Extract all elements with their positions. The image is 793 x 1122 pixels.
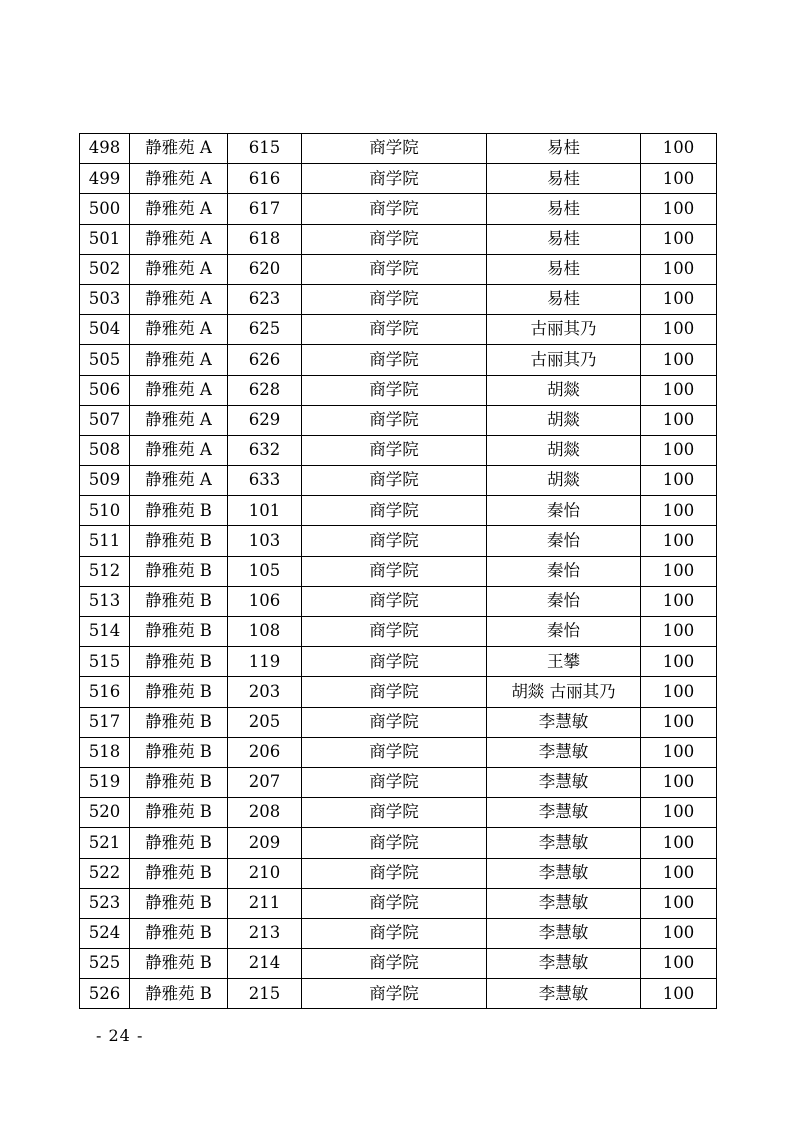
building-cell: 静雅苑 A [130,345,228,375]
counselor-cell: 李慧敏 [487,918,641,948]
table-row [80,556,717,586]
building-cell: 静雅苑 B [130,586,228,616]
table-row [80,466,717,496]
page-number: - 24 - [96,1026,144,1045]
counselor-cell: 李慧敏 [487,858,641,888]
row-number-cell: 524 [80,918,130,948]
row-number-cell: 513 [80,586,130,616]
table-row [80,405,717,435]
building-cell: 静雅苑 B [130,828,228,858]
row-number-cell: 508 [80,435,130,465]
college-cell: 商学院 [302,254,487,284]
college-cell: 商学院 [302,405,487,435]
row-number-cell: 522 [80,858,130,888]
row-number-cell: 517 [80,707,130,737]
counselor-cell: 易桂 [487,134,641,164]
score-cell: 100 [641,496,717,526]
row-number-cell: 510 [80,496,130,526]
score-cell: 100 [641,707,717,737]
score-cell: 100 [641,194,717,224]
building-cell: 静雅苑 B [130,858,228,888]
score-cell: 100 [641,888,717,918]
row-number-cell: 520 [80,798,130,828]
table-row [80,677,717,707]
counselor-cell: 李慧敏 [487,737,641,767]
score-cell: 100 [641,375,717,405]
row-number-cell: 498 [80,134,130,164]
score-cell: 100 [641,586,717,616]
building-cell: 静雅苑 B [130,737,228,767]
score-cell: 100 [641,345,717,375]
room-cell: 633 [228,466,302,496]
score-cell: 100 [641,949,717,979]
building-cell: 静雅苑 B [130,949,228,979]
building-cell: 静雅苑 A [130,405,228,435]
table-row [80,586,717,616]
college-cell: 商学院 [302,617,487,647]
counselor-cell: 李慧敏 [487,828,641,858]
row-number-cell: 519 [80,767,130,797]
score-cell: 100 [641,798,717,828]
college-cell: 商学院 [302,435,487,465]
score-cell: 100 [641,617,717,647]
table-row [80,979,717,1009]
table-row [80,918,717,948]
college-cell: 商学院 [302,918,487,948]
counselor-cell: 易桂 [487,254,641,284]
row-number-cell: 501 [80,224,130,254]
college-cell: 商学院 [302,194,487,224]
room-cell: 628 [228,375,302,405]
score-cell: 100 [641,466,717,496]
table-row [80,284,717,314]
row-number-cell: 516 [80,677,130,707]
building-cell: 静雅苑 B [130,918,228,948]
room-cell: 617 [228,194,302,224]
table-row [80,194,717,224]
table-row [80,375,717,405]
building-cell: 静雅苑 A [130,134,228,164]
row-number-cell: 515 [80,647,130,677]
row-number-cell: 502 [80,254,130,284]
college-cell: 商学院 [302,798,487,828]
table-row [80,798,717,828]
dormitory-score-table [79,133,717,1009]
counselor-cell: 易桂 [487,224,641,254]
counselor-cell: 李慧敏 [487,707,641,737]
score-cell: 100 [641,526,717,556]
room-cell: 620 [228,254,302,284]
building-cell: 静雅苑 B [130,707,228,737]
score-cell: 100 [641,737,717,767]
room-cell: 626 [228,345,302,375]
building-cell: 静雅苑 A [130,194,228,224]
counselor-cell: 李慧敏 [487,979,641,1009]
counselor-cell: 胡燚 [487,435,641,465]
building-cell: 静雅苑 A [130,375,228,405]
counselor-cell: 胡燚 [487,466,641,496]
building-cell: 静雅苑 B [130,888,228,918]
college-cell: 商学院 [302,979,487,1009]
counselor-cell: 王攀 [487,647,641,677]
score-cell: 100 [641,828,717,858]
counselor-cell: 古丽其乃 [487,345,641,375]
row-number-cell: 500 [80,194,130,224]
counselor-cell: 李慧敏 [487,949,641,979]
college-cell: 商学院 [302,888,487,918]
row-number-cell: 506 [80,375,130,405]
room-cell: 101 [228,496,302,526]
row-number-cell: 499 [80,164,130,194]
table-row [80,949,717,979]
row-number-cell: 504 [80,315,130,345]
room-cell: 108 [228,617,302,647]
room-cell: 205 [228,707,302,737]
row-number-cell: 505 [80,345,130,375]
building-cell: 静雅苑 B [130,979,228,1009]
room-cell: 615 [228,134,302,164]
room-cell: 206 [228,737,302,767]
score-cell: 100 [641,315,717,345]
table-row [80,828,717,858]
college-cell: 商学院 [302,315,487,345]
score-cell: 100 [641,767,717,797]
college-cell: 商学院 [302,556,487,586]
building-cell: 静雅苑 A [130,315,228,345]
counselor-cell: 易桂 [487,284,641,314]
room-cell: 203 [228,677,302,707]
table-row [80,707,717,737]
room-cell: 119 [228,647,302,677]
building-cell: 静雅苑 B [130,617,228,647]
counselor-cell: 易桂 [487,164,641,194]
row-number-cell: 521 [80,828,130,858]
building-cell: 静雅苑 A [130,254,228,284]
score-cell: 100 [641,164,717,194]
score-cell: 100 [641,284,717,314]
table-row [80,315,717,345]
room-cell: 208 [228,798,302,828]
counselor-cell: 秦怡 [487,556,641,586]
room-cell: 625 [228,315,302,345]
room-cell: 106 [228,586,302,616]
college-cell: 商学院 [302,949,487,979]
counselor-cell: 李慧敏 [487,798,641,828]
building-cell: 静雅苑 A [130,284,228,314]
row-number-cell: 514 [80,617,130,647]
score-cell: 100 [641,405,717,435]
table-row [80,526,717,556]
table-row [80,134,717,164]
table-row [80,647,717,677]
score-cell: 100 [641,435,717,465]
room-cell: 213 [228,918,302,948]
counselor-cell: 秦怡 [487,526,641,556]
score-cell: 100 [641,647,717,677]
row-number-cell: 503 [80,284,130,314]
table-row [80,435,717,465]
college-cell: 商学院 [302,164,487,194]
room-cell: 215 [228,979,302,1009]
row-number-cell: 525 [80,949,130,979]
building-cell: 静雅苑 B [130,767,228,797]
college-cell: 商学院 [302,586,487,616]
college-cell: 商学院 [302,466,487,496]
building-cell: 静雅苑 B [130,647,228,677]
college-cell: 商学院 [302,737,487,767]
building-cell: 静雅苑 A [130,224,228,254]
counselor-cell: 李慧敏 [487,767,641,797]
table-row [80,888,717,918]
building-cell: 静雅苑 A [130,466,228,496]
score-cell: 100 [641,918,717,948]
building-cell: 静雅苑 B [130,556,228,586]
room-cell: 616 [228,164,302,194]
table-row [80,164,717,194]
college-cell: 商学院 [302,284,487,314]
score-cell: 100 [641,858,717,888]
counselor-cell: 秦怡 [487,617,641,647]
college-cell: 商学院 [302,677,487,707]
counselor-cell: 古丽其乃 [487,315,641,345]
room-cell: 103 [228,526,302,556]
table-row [80,767,717,797]
room-cell: 618 [228,224,302,254]
table-row [80,617,717,647]
room-cell: 209 [228,828,302,858]
building-cell: 静雅苑 B [130,677,228,707]
building-cell: 静雅苑 A [130,435,228,465]
score-cell: 100 [641,556,717,586]
building-cell: 静雅苑 A [130,164,228,194]
building-cell: 静雅苑 B [130,798,228,828]
room-cell: 632 [228,435,302,465]
score-cell: 100 [641,224,717,254]
counselor-cell: 李慧敏 [487,888,641,918]
counselor-cell: 胡燚 [487,375,641,405]
room-cell: 210 [228,858,302,888]
table-row [80,737,717,767]
counselor-cell: 秦怡 [487,496,641,526]
college-cell: 商学院 [302,647,487,677]
college-cell: 商学院 [302,496,487,526]
row-number-cell: 518 [80,737,130,767]
room-cell: 214 [228,949,302,979]
college-cell: 商学院 [302,828,487,858]
college-cell: 商学院 [302,858,487,888]
row-number-cell: 523 [80,888,130,918]
counselor-cell: 胡燚 [487,405,641,435]
score-cell: 100 [641,254,717,284]
counselor-cell: 易桂 [487,194,641,224]
row-number-cell: 511 [80,526,130,556]
row-number-cell: 509 [80,466,130,496]
counselor-cell: 秦怡 [487,586,641,616]
building-cell: 静雅苑 B [130,526,228,556]
college-cell: 商学院 [302,345,487,375]
room-cell: 211 [228,888,302,918]
table-row [80,345,717,375]
row-number-cell: 526 [80,979,130,1009]
room-cell: 629 [228,405,302,435]
row-number-cell: 512 [80,556,130,586]
table-body [80,134,717,1009]
table-row [80,858,717,888]
building-cell: 静雅苑 B [130,496,228,526]
table-row [80,224,717,254]
row-number-cell: 507 [80,405,130,435]
college-cell: 商学院 [302,224,487,254]
room-cell: 207 [228,767,302,797]
college-cell: 商学院 [302,134,487,164]
counselor-cell: 胡燚 古丽其乃 [487,677,641,707]
college-cell: 商学院 [302,526,487,556]
room-cell: 623 [228,284,302,314]
score-cell: 100 [641,134,717,164]
room-cell: 105 [228,556,302,586]
table-row [80,254,717,284]
college-cell: 商学院 [302,707,487,737]
score-cell: 100 [641,677,717,707]
college-cell: 商学院 [302,375,487,405]
college-cell: 商学院 [302,767,487,797]
table-row [80,496,717,526]
score-cell: 100 [641,979,717,1009]
